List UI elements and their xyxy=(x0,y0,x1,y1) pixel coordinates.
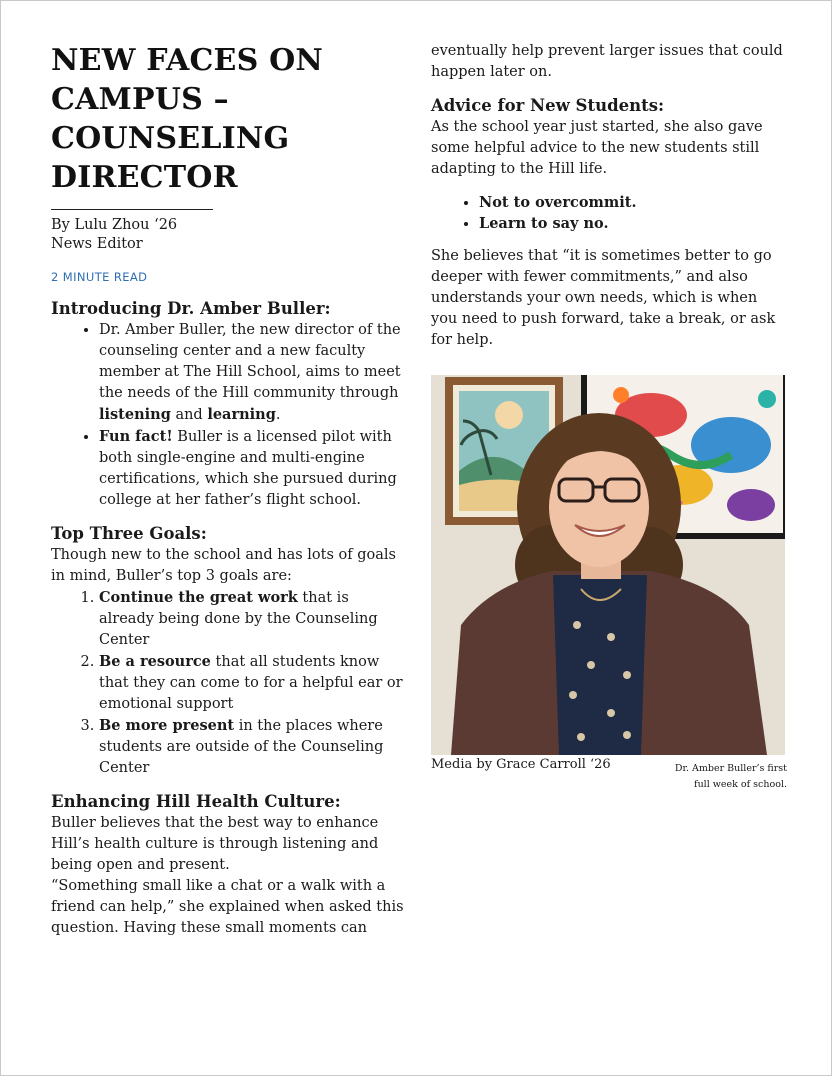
intro-bullet2-text: Buller is a licensed pilot with both single-engine and multi-engine certifications, which she pursued during college at her father’s flight school. xyxy=(99,429,397,508)
intro-bullet1-text: Dr. Amber Buller, the new director of the counseling center and a new faculty member at The Hill School, aims to meet the needs of the Hill community through xyxy=(99,322,401,401)
advice-intro: As the school year just started, she also gave some helpful advice to the new students still adapting to the Hill life. xyxy=(431,119,763,177)
advice-list xyxy=(431,192,787,234)
list-item xyxy=(99,320,407,426)
list-item xyxy=(99,715,407,779)
author-role: News Editor xyxy=(51,236,143,252)
left-column xyxy=(51,41,407,939)
intro-heading: Introducing Dr. Amber Buller: xyxy=(51,299,331,318)
health-paragraph-2: “Something small like a chat or a walk with a friend can help,” she explained when asked this question. Having these small moments can xyxy=(51,878,404,936)
intro-bullet1-end: . xyxy=(275,407,281,423)
list-item xyxy=(99,587,407,651)
read-time: 2 MINUTE READ xyxy=(51,270,148,284)
goal-bold: Be a resource xyxy=(99,653,211,670)
health-continued: eventually help prevent larger issues that could happen later on. xyxy=(431,43,783,80)
byline: By Lulu Zhou ‘26 xyxy=(51,217,178,233)
intro-list xyxy=(51,320,407,511)
goals-intro: Though new to the school and has lots of goals in mind, Buller’s top 3 goals are: xyxy=(51,547,396,584)
goal-bold: Continue the great work xyxy=(99,589,298,606)
goals-heading: Top Three Goals: xyxy=(51,524,207,543)
advice-heading: Advice for New Students: xyxy=(431,96,665,115)
health-heading: Enhancing Hill Health Culture: xyxy=(51,792,341,811)
goal-text: that all students know that they can come to for a helpful ear or emotional support xyxy=(99,654,403,712)
intro-bullet1-bold-b: learning xyxy=(207,406,276,423)
health-section xyxy=(51,791,407,939)
goal-text: in the places where students are outside of the Counseling Center xyxy=(99,718,384,776)
right-column xyxy=(431,41,787,795)
goal-bold: Be more present xyxy=(99,717,235,734)
advice-section xyxy=(431,95,787,351)
photo-caption-row xyxy=(431,755,787,795)
portrait-photo xyxy=(431,375,785,755)
list-item: • Learn to say no. xyxy=(479,213,787,234)
advice-closing: She believes that “it is sometimes better to go deeper with fewer commitments,” and also understands your own needs, which is when you need to push forward, take a break, or ask for help. xyxy=(431,248,776,348)
intro-bullet1-bold-a: listening xyxy=(99,406,171,423)
intro-bullet2-bold: Fun fact! xyxy=(99,428,173,445)
photo-caption: Dr. Amber Buller’s first full week of school. xyxy=(674,763,787,790)
intro-section xyxy=(51,298,407,511)
headline-divider xyxy=(51,209,213,210)
list-item xyxy=(99,651,407,715)
portrait-image xyxy=(431,375,785,755)
health-paragraph-1: Buller believes that the best way to enhance Hill’s health culture is through listening and being open and present. xyxy=(51,815,379,873)
goals-list xyxy=(51,587,407,779)
intro-bullet1-and: and xyxy=(170,407,208,423)
list-item: • Not to overcommit. xyxy=(479,192,787,213)
list-item xyxy=(99,426,407,511)
goal-text: that is already being done by the Counseling Center xyxy=(99,590,378,648)
goals-section xyxy=(51,523,407,779)
photo-credit: Media by Grace Carroll ‘26 xyxy=(431,757,611,772)
article-headline: NEW FACES ON CAMPUS – COUNSELING DIRECTOR xyxy=(51,43,324,195)
